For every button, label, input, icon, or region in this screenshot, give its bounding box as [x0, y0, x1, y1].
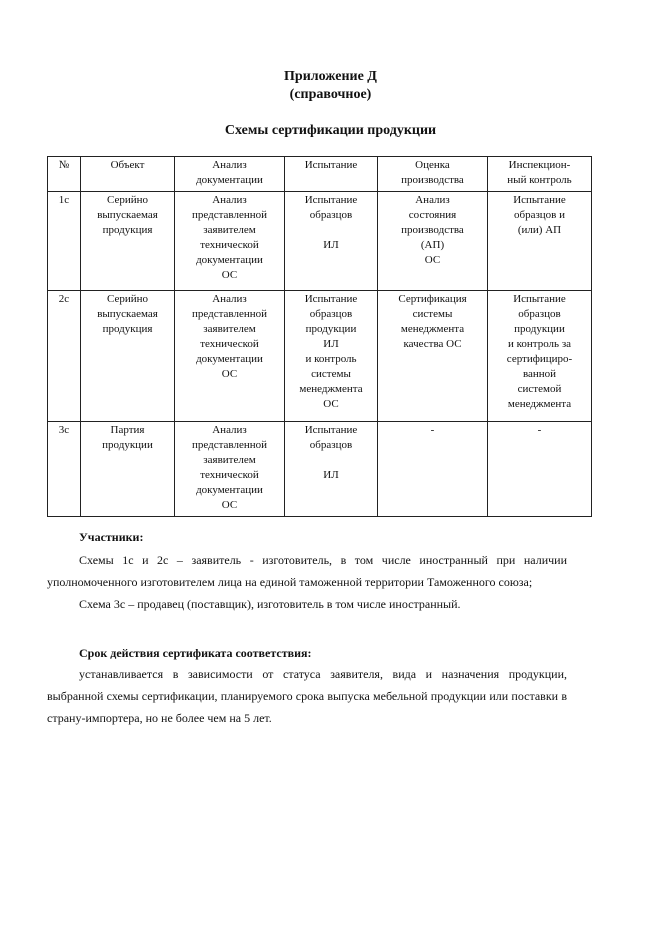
- table-cell: Сертификация системы менеджмента качества ОС: [378, 291, 488, 422]
- participants-heading: Участники:: [79, 530, 144, 544]
- appendix-title: Приложение Д: [284, 69, 377, 84]
- table-cell: Анализ представленной заявителем технической документации ОС: [175, 291, 285, 422]
- table-cell: Испытание образцов продукции ИЛ и контроль системы менеджмента ОС: [285, 291, 378, 422]
- table-row: [48, 192, 592, 291]
- table-header-row: [48, 157, 592, 192]
- table-cell: Испытание образцов и (или) АП: [488, 192, 592, 291]
- table-cell: 2с: [48, 291, 81, 422]
- table-row: [48, 422, 592, 517]
- header-object: Объект: [81, 157, 175, 192]
- header-inspection-control: Инспекцион- ный контроль: [488, 157, 592, 192]
- table-cell: Анализ представленной заявителем технической документации ОС: [175, 192, 285, 291]
- table-cell: -: [488, 422, 592, 517]
- appendix-subtitle: (справочное): [289, 87, 372, 102]
- table-cell: 1с: [48, 192, 81, 291]
- participants-paragraph-1: Схемы 1с и 2с – заявитель - изготовитель, в том числе иностранный при наличии уполномоченного изготовителем лица на единой таможенной территории Таможенного союза;: [47, 553, 567, 589]
- header-testing: Испытание: [285, 157, 378, 192]
- validity-paragraph: устанавливается в зависимости от статуса заявителя, вида и назначения продукции, выбранной схемы сертификации, планируемого срока выпуска мебельной продукции или поставки в страну-импортера, но не более чем на 5 лет.: [47, 667, 567, 725]
- table-cell: Анализ состояния производства (АП) ОС: [378, 192, 488, 291]
- validity-section: [47, 646, 567, 729]
- participants-section: [47, 530, 567, 615]
- header-doc-analysis: Анализ документации: [175, 157, 285, 192]
- table-cell: Испытание образцов продукции и контроль за сертифициро- ванной системой менеджмента: [488, 291, 592, 422]
- header-number: №: [48, 157, 81, 192]
- table-cell: Партия продукции: [81, 422, 175, 517]
- validity-heading: Срок действия сертификата соответствия:: [79, 646, 312, 660]
- table-cell: Серийно выпускаемая продукция: [81, 192, 175, 291]
- table-cell: -: [378, 422, 488, 517]
- certification-schemes-table: [47, 156, 592, 517]
- table-cell: Испытание образцов ИЛ: [285, 192, 378, 291]
- section-title: Схемы сертификации продукции: [224, 123, 437, 138]
- table-cell: Анализ представленной заявителем технической документации ОС: [175, 422, 285, 517]
- table-cell: Серийно выпускаемая продукция: [81, 291, 175, 422]
- table-row: [48, 291, 592, 422]
- table-cell: Испытание образцов ИЛ: [285, 422, 378, 517]
- participants-paragraph-2: Схема 3с – продавец (поставщик), изготовитель в том числе иностранный.: [79, 597, 461, 611]
- table-cell: 3с: [48, 422, 81, 517]
- header-production-assessment: Оценка производства: [378, 157, 488, 192]
